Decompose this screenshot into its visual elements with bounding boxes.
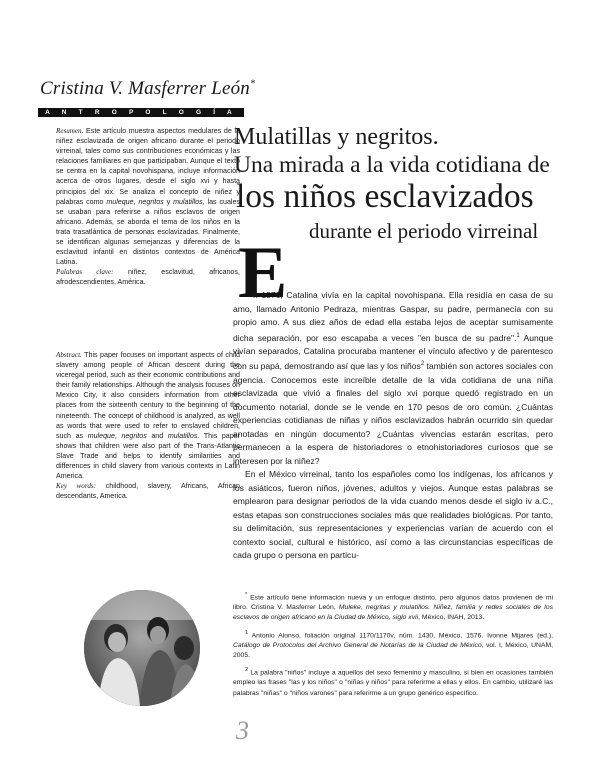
children-photo [84, 590, 200, 706]
keywords-label: Key words: [56, 482, 96, 491]
article-body [233, 289, 553, 563]
term-mulatillos: mulatillos [173, 197, 203, 206]
keywords-label: Palabras clave: [56, 268, 114, 277]
keywords-text: childhood, slavery, Africans, African descendants, America. [56, 482, 241, 501]
title-line-2: Una mirada a la vida cotidiana de [234, 152, 550, 178]
paragraph: En el México virreinal, tanto los españoles como los indígenas, los africanos y los asiáticos, fueron niños, jóvenes, adultos y viejos. Aunque estas palabras se emplearon para designar periodos de la vida cuando menos desde el siglo iv a.C., estas etapas son construcciones sociales más que realidades biológicas. Por tanto, su delimitación, sus representaciones y experiencias varían de acuerdo con el contexto social, cultural e histórico, así como a las circunstancias específicas de cada grupo o persona en particu- [233, 469, 553, 561]
abstract-spanish: Resumen. Este artículo muestra aspectos medulares de la niñez esclavizada de origen africano durante el periodo virreinal, tales como sus contribuciones económicas y las relaciones familiares en que participaban. Aunque el texto se centra en la capital novohispana, incluye información acerca de otros lugares, desde el siglo xvi y hasta principios del xix. Se analiza el concepto de niñez y palabras como muleque, negritos y mulatillos, las cuales se usaban para referirse a niños esclavos de origen africano. Además, se aborda el tema de los niños en la trata trasatlántica de personas esclavizadas. Finalmente, se identifican algunas semejanzas y diferencias de la esclavitud infantil en distintos contextos de América Latina. Palabras clave: niñez, esclavitud, africanos, afrodescendientes, América. [56, 127, 240, 287]
author-name: Cristina V. Masferrer León* [40, 78, 256, 99]
footnote: $^1$ Antonio Alonso, foliación original 1170/1170v, núm. 1430, México, 1576. Ivonne Mijares (ed.), Catálogo de Protocolos del Archivo General de Notarías de la Ciudad de México, vol. I, México, UNAM, 2005. [233, 629, 553, 659]
footnote-ref: 2 [420, 361, 425, 368]
footnote-ref: 1 [516, 332, 520, 339]
abstract-text: Este artículo muestra aspectos medulares de la niñez esclavizada de origen africano durante el periodo virreinal, tales como sus contribuciones económicas y las relaciones familiares en que participaban. Aunque el texto se centra en la capital novohispana, incluye información acerca de otros lugares, desde el siglo xvi y hasta principios del xix. Se analiza el concepto de niñez y palabras como [56, 127, 240, 206]
footnotes [233, 590, 553, 703]
title-line-3: los niños esclavizados [236, 178, 534, 215]
keywords-text: niñez, esclavitud, africanos, afrodescendientes, América. [56, 268, 240, 287]
children-photo-image [84, 590, 200, 706]
section-label: A N T R O P O L O G Í A [45, 109, 237, 116]
term-negritos: negritos [138, 197, 164, 206]
abstract-label: Abstract. [56, 351, 82, 359]
section-bar [38, 108, 244, 117]
drop-cap: E [238, 232, 288, 314]
title-line-1: Mulatillas y negritos. [234, 124, 439, 150]
term-muleque: muleque [106, 197, 134, 206]
abstract-text: This paper focuses on important aspects of child slavery among people of African descent during the viceregal period, such as their economic contributions and their family relationships. Although the analysis focuses on Mexico City, it also considers information from other places from the sixteenth century to the beginning of the nineteenth. The concept of childhood is analyzed, as well as words that were used to refer to enslaved children, such as [56, 351, 240, 440]
abstract-english: Abstract. This paper focuses on important aspects of child slavery among people of African descent during the viceregal period, such as their economic contributions and their family relationships. Although the analysis focuses on Mexico City, it also considers information from other places from the sixteenth century to the beginning of the nineteenth. The concept of childhood is analyzed, as well as words that were used to refer to enslaved children, such as muleque, negritos and mulatillos. This paper shows that children were also part of the Trans-Atlantic Slave Trade and helps to identify similarities and differences in child slavery from various contexts in Latin America. Key words: childhood, slavery, Africans, African descendants, America. [56, 351, 241, 501]
term-negritos: negritos [121, 431, 147, 440]
paragraph: n 1576, Catalina vivía en la capital novohispana. Ella residía en casa de su amo, llamado Antonio Pedraza, mientras Gaspar, su padre, permanecía con su propio amo. A sus diez años de edad ella estaba lejos de aceptar sumisamente dicha separación, por eso escapaba a veces "en busca de su padre".$^1$ Aunque vivían separados, Catalina procuraba mantener el vínculo afectivo y de parentesco con su papá, demostrando así que las y los niños$^2$ también son actores sociales con agencia. Conocemos este increíble detalle de la vida cotidiana de una niña esclavizada que vivió a finales del siglo xvi porque quedó registrado en un documento notarial, donde se le vende en 170 pesos de oro común. ¿Cuántas experiencias cotidianas de niñas y niños esclavizados habrán ocurrido sin quedar anotadas en ningún documento? ¿Cuántas vivencias estarán escritas, pero permanecen a la espera de historiadores o etnohistoriadores curiosos que se interesen por la niñez? [233, 290, 553, 466]
title-line-4: durante el periodo virreinal [309, 219, 539, 243]
footnote: * Este artículo tiene información nueva y un enfoque distinto, pero algunos datos provienen de mi libro. Cristina V. Masferrer León, Muleke, negritas y mulatillos. Niñez, familia y redes sociales de los esclavos de origen africano en la Ciudad de México, siglo xvii, México, INAH, 2013. [233, 592, 553, 622]
footnote: $^2$ La palabra "niños" incluye a aquellos del sexo femenino y masculino, si bien en ocasiones también empleo las frases "las y los niños" o "niñas y niños" para referirme a ellas y ellos. En cambio, utilizaré las palabras "niñas" o "niños varones" para referirme a un grupo genérico específico. [233, 667, 553, 697]
author-footnote-mark: * [250, 78, 256, 90]
term-mulatillos: mulatillos [167, 431, 198, 440]
abstract-label: Resumen. [56, 127, 84, 135]
page-number: 3 [236, 716, 249, 745]
term-muleque: muleque [87, 431, 115, 440]
